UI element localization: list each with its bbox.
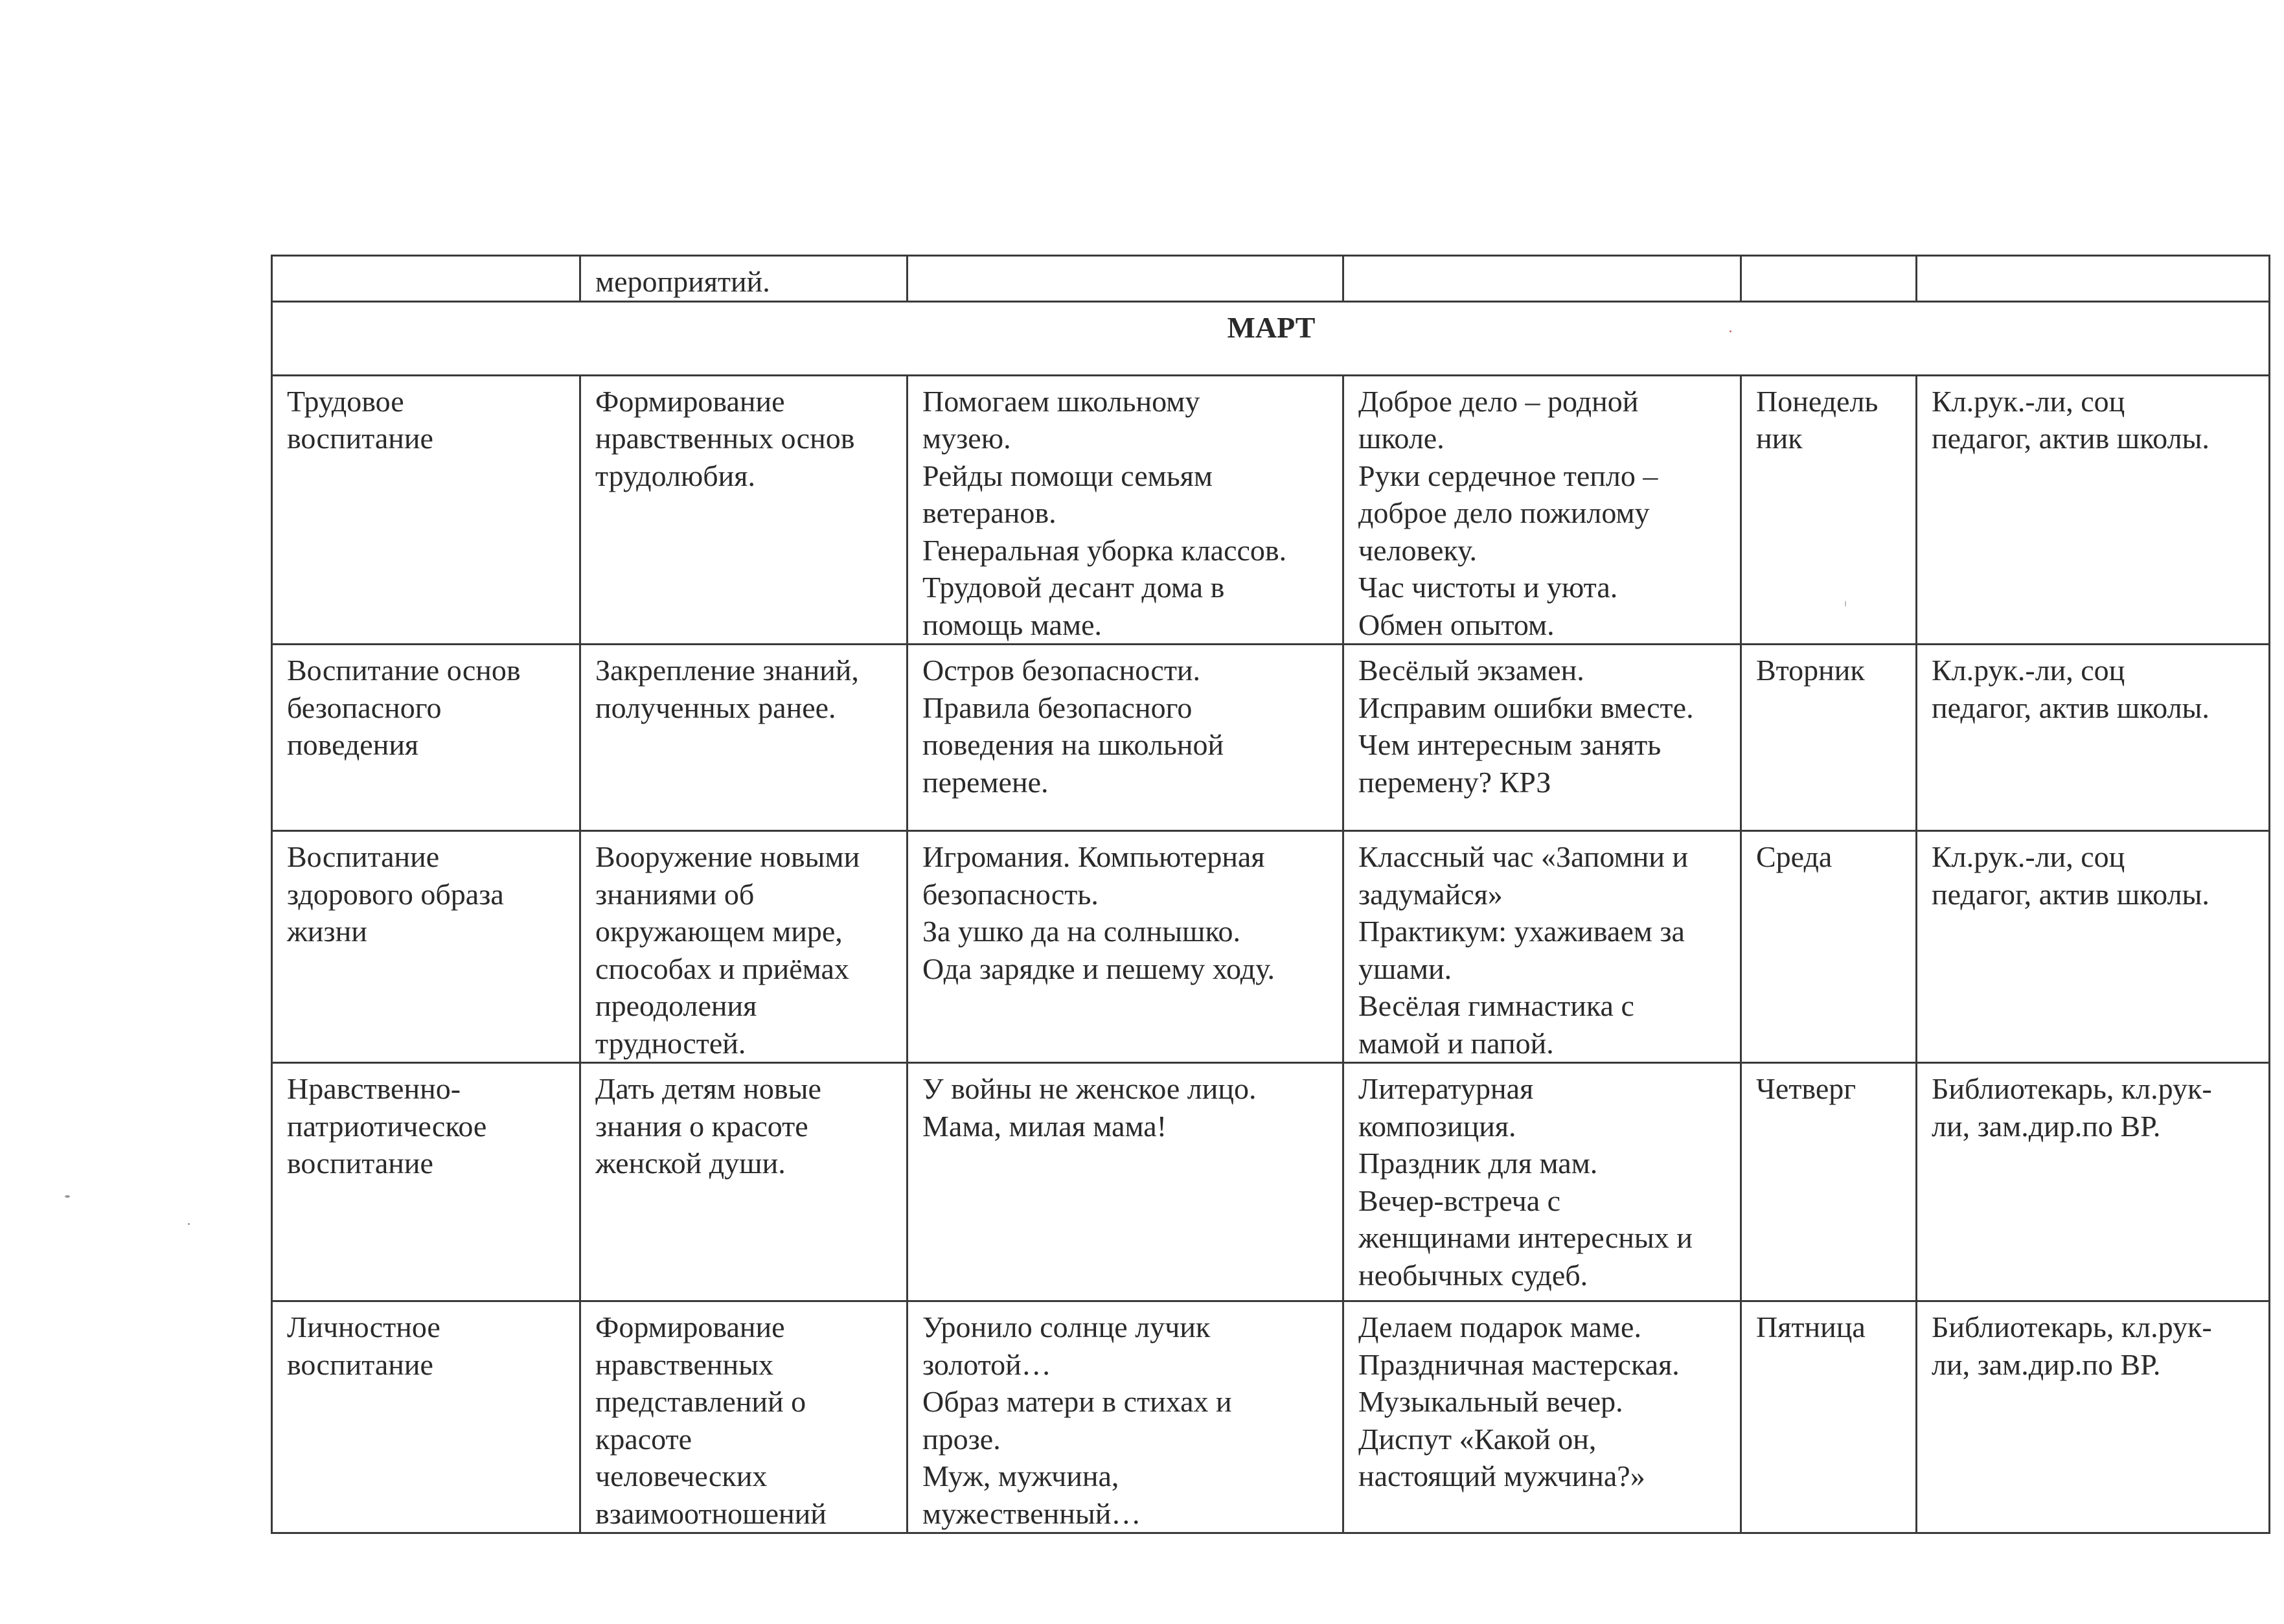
cell-responsible bbox=[1917, 375, 2270, 645]
cell-forms bbox=[1343, 1063, 1741, 1301]
cell-text-line: Воспитание bbox=[287, 840, 440, 873]
cell-text-line: перемену? КРЗ bbox=[1358, 765, 1551, 799]
cell-text-line: Вооружение новыми bbox=[595, 840, 860, 873]
cell-text-line: нравственных bbox=[595, 1347, 774, 1381]
cell-text-line: ветеранов. bbox=[922, 496, 1056, 529]
cell-text-line: Трудовое bbox=[287, 384, 404, 418]
cell-text-line: жизни bbox=[287, 915, 367, 948]
education-plan-table bbox=[271, 255, 2270, 1534]
cell-text-line: Рейды помощи семьям bbox=[922, 459, 1213, 492]
cell-text-line: Дать детям новые bbox=[595, 1072, 821, 1105]
cell-text-line: воспитание bbox=[287, 1347, 433, 1381]
cell-text-line: ник bbox=[1756, 422, 1803, 455]
cell-day bbox=[1741, 1063, 1917, 1301]
cell-text-line: Пятница bbox=[1756, 1310, 1866, 1344]
cell-text-line: Среда bbox=[1756, 840, 1833, 873]
cell-activities bbox=[908, 1063, 1343, 1301]
scan-speck bbox=[1845, 600, 1846, 607]
cell-text-line: композиция. bbox=[1358, 1109, 1516, 1143]
cell-text-line: За ушко да на солнышко. bbox=[922, 915, 1240, 948]
cell-text-line: Формирование bbox=[595, 1310, 785, 1344]
cell-text-line: Воспитание основ bbox=[287, 654, 521, 687]
cell-text-line: способах и приёмах bbox=[595, 952, 849, 985]
cell-goal bbox=[580, 1063, 908, 1301]
cell-text-line: Остров безопасности. bbox=[922, 654, 1201, 687]
cell-text-line: Час чистоты и уюта. bbox=[1358, 571, 1618, 604]
cell-text-line: Диспут «Какой он, bbox=[1358, 1422, 1597, 1456]
cell-text-line: педагог, актив школы. bbox=[1932, 691, 2210, 724]
scan-speck bbox=[1730, 330, 1731, 332]
cell-text-line: Трудовой десант дома в bbox=[922, 571, 1225, 604]
cell-text-line: безопасного bbox=[287, 691, 442, 724]
cell-day bbox=[1741, 645, 1917, 831]
table-row bbox=[272, 1063, 2270, 1301]
cell-text-line: поведения на школьной bbox=[922, 728, 1224, 761]
cell-text-line: Правила безопасного bbox=[922, 691, 1193, 724]
cell-text-line: золотой… bbox=[922, 1347, 1051, 1381]
cell-text-line: окружающем мире, bbox=[595, 915, 843, 948]
cell-text-line: Личностное bbox=[287, 1310, 440, 1344]
cell-text-line: женщинами интересных и bbox=[1358, 1221, 1693, 1254]
cell-text-line: Классный час «Запомни и bbox=[1358, 840, 1689, 873]
cell-text-line: Обмен опытом. bbox=[1358, 608, 1555, 641]
cell-activities bbox=[908, 831, 1343, 1063]
cell-text-line: Понедель bbox=[1756, 384, 1879, 418]
cell-text-line: Вторник bbox=[1756, 654, 1865, 687]
cell-day bbox=[1741, 375, 1917, 645]
cell-text-line: нравственных основ bbox=[595, 422, 855, 455]
cell-text-line: полученных ранее. bbox=[595, 691, 836, 724]
cell-text-line: знаниями об bbox=[595, 877, 755, 911]
cell-text-line: Игромания. Компьютерная bbox=[922, 840, 1265, 873]
cell-forms bbox=[1343, 831, 1741, 1063]
cell-responsible bbox=[1917, 256, 2270, 302]
table-row bbox=[272, 831, 2270, 1063]
cell-text-line: Помогаем школьному bbox=[922, 384, 1200, 418]
table-row bbox=[272, 375, 2270, 645]
month-header-row bbox=[272, 301, 2270, 375]
cell-responsible bbox=[1917, 831, 2270, 1063]
cell-text-line: настоящий мужчина?» bbox=[1358, 1459, 1645, 1492]
cell-text-line: мамой и папой. bbox=[1358, 1026, 1554, 1060]
cell-text-line: взаимоотношений bbox=[595, 1496, 827, 1530]
cell-text-line: Библиотекарь, кл.рук- bbox=[1932, 1072, 2212, 1105]
cell-text-line: Делаем подарок маме. bbox=[1358, 1310, 1641, 1344]
cell-goal bbox=[580, 1301, 908, 1533]
cell-activities bbox=[908, 375, 1343, 645]
cell-day bbox=[1741, 1301, 1917, 1533]
cell-responsible bbox=[1917, 645, 2270, 831]
cell-direction bbox=[272, 375, 580, 645]
cell-activities bbox=[908, 256, 1343, 302]
cell-forms bbox=[1343, 375, 1741, 645]
continuation-row bbox=[272, 256, 2270, 302]
cell-text-line: Кл.рук.-ли, соц bbox=[1932, 840, 2125, 873]
cell-text-line: Руки сердечное тепло – bbox=[1358, 459, 1658, 492]
cell-text-line: перемене. bbox=[922, 765, 1049, 799]
cell-responsible bbox=[1917, 1301, 2270, 1533]
cell-text-line: Четверг bbox=[1756, 1072, 1856, 1105]
cell-text-line: представлений о bbox=[595, 1385, 806, 1418]
cell-text-line: Библиотекарь, кл.рук- bbox=[1932, 1310, 2212, 1344]
cell-text-line: Доброе дело – родной bbox=[1358, 384, 1639, 418]
cell-text-line: ли, зам.дир.по ВР. bbox=[1932, 1109, 2161, 1143]
cell-responsible bbox=[1917, 1063, 2270, 1301]
cell-text-line: педагог, актив школы. bbox=[1932, 422, 2210, 455]
cell-text-line: трудолюбия. bbox=[595, 459, 755, 492]
cell-text-line: Уронило солнце лучик bbox=[922, 1310, 1211, 1344]
cell-day bbox=[1741, 831, 1917, 1063]
cell-forms bbox=[1343, 256, 1741, 302]
cell-text-line: Весёлая гимнастика с bbox=[1358, 989, 1634, 1022]
cell-direction bbox=[272, 645, 580, 831]
cell-text-line: Исправим ошибки вместе. bbox=[1358, 691, 1694, 724]
cell-goal: мероприятий. bbox=[580, 256, 908, 302]
cell-text-line: трудностей. bbox=[595, 1026, 746, 1060]
cell-text-line: Вечер-встреча с bbox=[1358, 1184, 1561, 1217]
cell-text-line: мужественный… bbox=[922, 1496, 1141, 1530]
cell-forms bbox=[1343, 645, 1741, 831]
table-row bbox=[272, 1301, 2270, 1533]
cell-text-line: воспитание bbox=[287, 1147, 433, 1180]
scan-speck bbox=[188, 1223, 190, 1225]
cell-text-line: Нравственно- bbox=[287, 1072, 461, 1105]
cell-text-line: Музыкальный вечер. bbox=[1358, 1385, 1623, 1418]
cell-text-line: человеку. bbox=[1358, 533, 1477, 567]
cell-text-line: Кл.рук.-ли, соц bbox=[1932, 654, 2125, 687]
cell-text-line: красоте bbox=[595, 1422, 692, 1456]
cell-direction bbox=[272, 256, 580, 302]
cell-text-line: Чем интересным занять bbox=[1358, 728, 1662, 761]
table-row bbox=[272, 645, 2270, 831]
cell-text-line: воспитание bbox=[287, 422, 433, 455]
cell-text-line: Праздник для мам. bbox=[1358, 1147, 1598, 1180]
cell-text-line: безопасность. bbox=[922, 877, 1099, 911]
cell-text-line: знания о красоте bbox=[595, 1109, 808, 1143]
cell-activities bbox=[908, 645, 1343, 831]
cell-text-line: здорового образа bbox=[287, 877, 504, 911]
cell-text-line: женской души. bbox=[595, 1147, 786, 1180]
cell-text-line: Праздничная мастерская. bbox=[1358, 1347, 1680, 1381]
cell-text-line: доброе дело пожилому bbox=[1358, 496, 1650, 529]
cell-text-line: ли, зам.дир.по ВР. bbox=[1932, 1347, 2161, 1381]
cell-text-line: Кл.рук.-ли, соц bbox=[1932, 384, 2125, 418]
cell-text-line: Практикум: ухаживаем за bbox=[1358, 915, 1685, 948]
cell-text-line: Образ матери в стихах и bbox=[922, 1385, 1232, 1418]
cell-activities bbox=[908, 1301, 1343, 1533]
cell-text-line: патриотическое bbox=[287, 1109, 487, 1143]
scan-speck bbox=[65, 1195, 70, 1198]
cell-text-line: ушами. bbox=[1358, 952, 1452, 985]
cell-goal bbox=[580, 375, 908, 645]
cell-text-line: Весёлый экзамен. bbox=[1358, 654, 1584, 687]
cell-day bbox=[1741, 256, 1917, 302]
cell-goal bbox=[580, 831, 908, 1063]
cell-goal bbox=[580, 645, 908, 831]
cell-text-line: Закрепление знаний, bbox=[595, 654, 859, 687]
cell-text-line: человеческих bbox=[595, 1459, 768, 1492]
cell-direction bbox=[272, 1063, 580, 1301]
cell-text-line: прозе. bbox=[922, 1422, 1001, 1456]
cell-text-line: Формирование bbox=[595, 384, 785, 418]
cell-text-line: У войны не женское лицо. bbox=[922, 1072, 1257, 1105]
month-header: МАРТ bbox=[272, 301, 2270, 375]
cell-forms bbox=[1343, 1301, 1741, 1533]
cell-text-line: школе. bbox=[1358, 422, 1445, 455]
cell-text-line: педагог, актив школы. bbox=[1932, 877, 2210, 911]
cell-text-line: Муж, мужчина, bbox=[922, 1459, 1119, 1492]
cell-direction bbox=[272, 831, 580, 1063]
cell-text-line: преодоления bbox=[595, 989, 757, 1022]
cell-text-line: помощь маме. bbox=[922, 608, 1102, 641]
cell-text-line: Ода зарядке и пешему ходу. bbox=[922, 952, 1275, 985]
cell-text-line: поведения bbox=[287, 728, 419, 761]
cell-text-line: Литературная bbox=[1358, 1072, 1534, 1105]
cell-text-line: музею. bbox=[922, 422, 1011, 455]
cell-text-line: задумайся» bbox=[1358, 877, 1503, 911]
cell-text-line: Генеральная уборка классов. bbox=[922, 533, 1287, 567]
cell-direction bbox=[272, 1301, 580, 1533]
cell-text-line: необычных судеб. bbox=[1358, 1258, 1588, 1292]
cell-text-line: Мама, милая мама! bbox=[922, 1109, 1167, 1143]
